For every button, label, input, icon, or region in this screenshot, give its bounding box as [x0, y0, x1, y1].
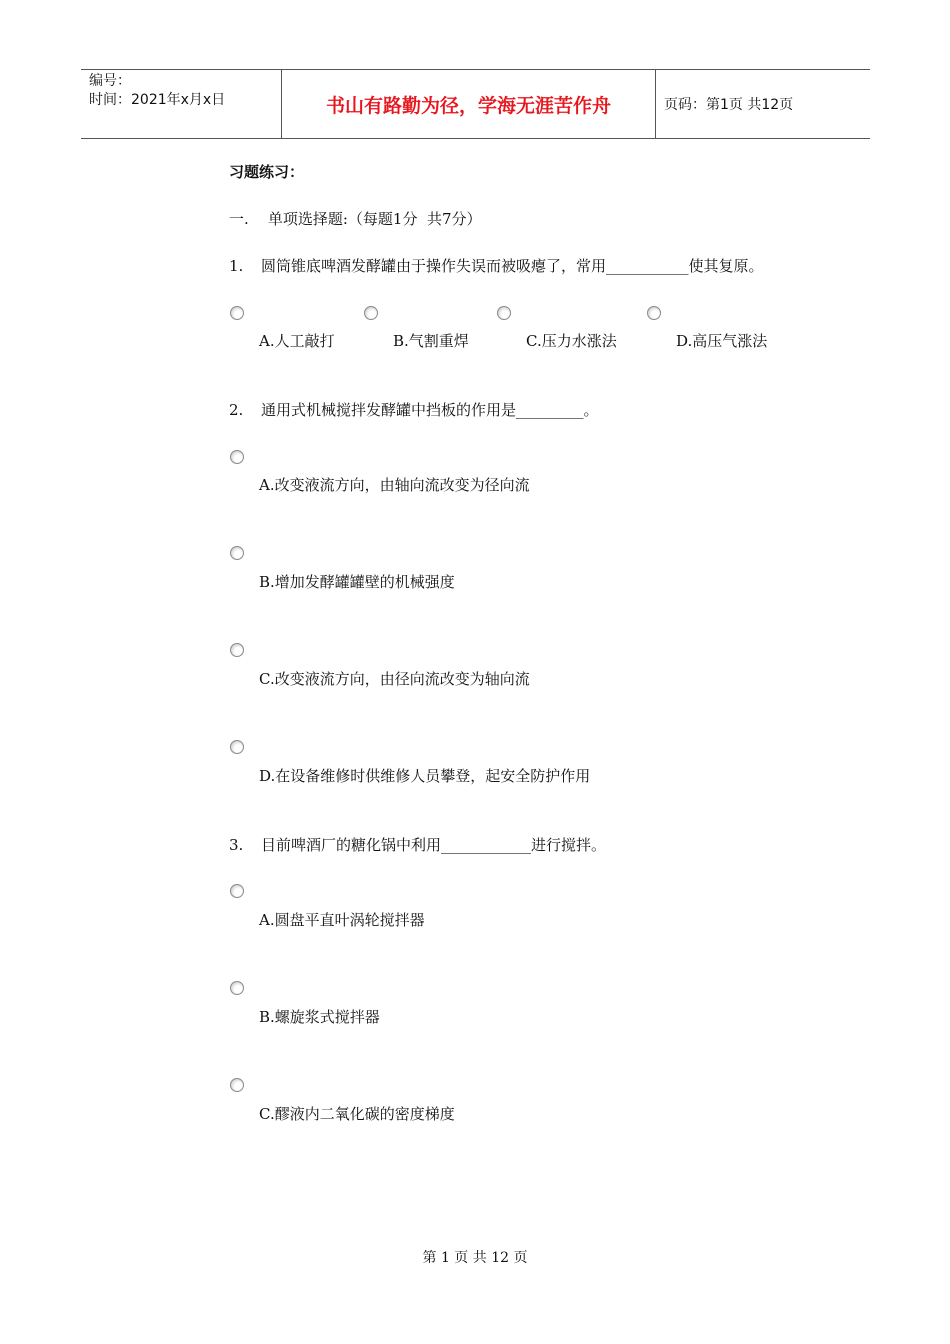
- header-divider: [655, 70, 656, 138]
- radio-q3-option-a[interactable]: [230, 884, 244, 898]
- question-number: 3.: [229, 836, 244, 854]
- q2-option-d-label: D.在设备维修时供维修人员攀登，起安全防护作用: [259, 767, 591, 785]
- question-text: 圆筒锥底啤酒发酵罐由于操作失误而被吸瘪了，常用___________使其复原。: [261, 257, 764, 275]
- q1-option-b-label: B.气割重焊: [393, 332, 469, 350]
- q2-option-c-label: C.改变液流方向，由径向流改变为轴向流: [259, 670, 530, 688]
- question-1: [229, 256, 764, 276]
- q1-option-d-label: D.高压气涨法: [676, 332, 768, 350]
- document-header: [81, 69, 870, 139]
- header-meta: [89, 72, 225, 110]
- radio-q3-option-c[interactable]: [230, 1078, 244, 1092]
- document-time-label: 时间：2021年x月x日: [89, 92, 226, 108]
- radio-q2-option-a[interactable]: [230, 450, 244, 464]
- q3-option-a-label: A.圆盘平直叶涡轮搅拌器: [259, 911, 425, 929]
- radio-q2-option-b[interactable]: [230, 546, 244, 560]
- q2-option-a-label: A.改变液流方向，由轴向流改变为径向流: [259, 476, 530, 494]
- q2-option-b-label: B.增加发酵罐罐壁的机械强度: [259, 573, 455, 591]
- radio-q1-option-a[interactable]: [230, 306, 244, 320]
- q1-option-c-label: C.压力水涨法: [526, 332, 617, 350]
- radio-q3-option-b[interactable]: [230, 981, 244, 995]
- section-title: 习题练习：: [229, 163, 305, 181]
- page-footer: 第 1 页 共 12 页: [422, 1250, 528, 1266]
- q3-option-c-label: C.醪液内二氧化碳的密度梯度: [259, 1105, 455, 1123]
- radio-q1-option-b[interactable]: [364, 306, 378, 320]
- q3-option-b-label: B.螺旋浆式搅拌器: [259, 1008, 380, 1026]
- question-text: 通用式机械搅拌发酵罐中挡板的作用是_________。: [261, 401, 599, 419]
- radio-q1-option-d[interactable]: [647, 306, 661, 320]
- header-motto: 书山有路勤为径，学海无涯苦作舟: [325, 94, 611, 117]
- question-text: 目前啤酒厂的糖化锅中利用____________进行搅拌。: [261, 836, 607, 854]
- question-3: [229, 835, 606, 855]
- header-page-info: 页码：第1页 共12页: [664, 97, 794, 113]
- document-number-label: 编号：: [89, 73, 131, 89]
- radio-q2-option-d[interactable]: [230, 740, 244, 754]
- radio-q1-option-c[interactable]: [497, 306, 511, 320]
- question-number: 1.: [229, 257, 244, 275]
- part-heading: 一. 单项选择题:（每题1分 共7分）: [229, 210, 482, 228]
- q1-option-a-label: A.人工敲打: [259, 332, 335, 350]
- question-number: 2.: [229, 401, 244, 419]
- question-2: [229, 400, 599, 420]
- radio-q2-option-c[interactable]: [230, 643, 244, 657]
